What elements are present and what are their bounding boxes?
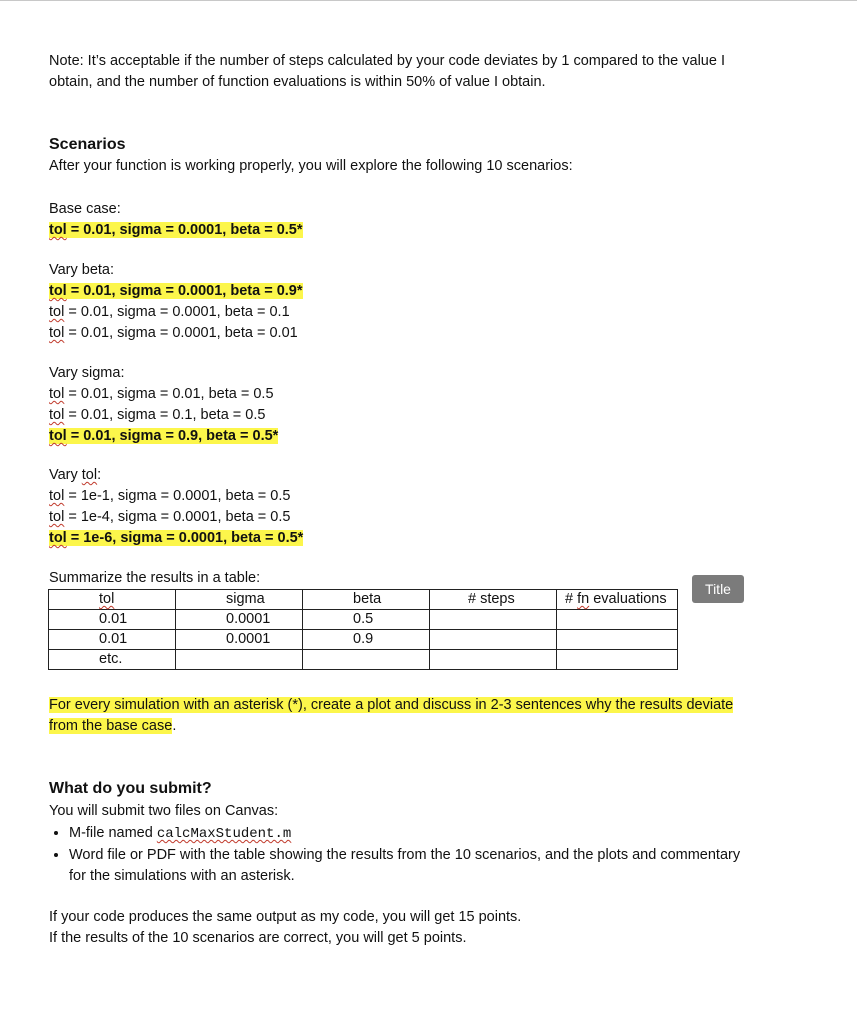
cell-fn-evaluations [557, 630, 678, 650]
vary-tol-label [49, 465, 817, 486]
tol-scenario-2 [49, 507, 817, 528]
cell-sigma [176, 650, 303, 670]
cell-beta [303, 650, 430, 670]
cell-tol: 0.01 [49, 630, 176, 650]
item1-prefix: M-file named [69, 825, 157, 841]
tol-word: tol [49, 428, 67, 444]
beta-scenario-1-values: = 0.01, sigma = 0.0001, beta = 0.9* [66, 283, 303, 299]
list-item [69, 823, 829, 845]
cell-sigma: 0.0001 [176, 610, 303, 630]
tol-word: tol [49, 304, 65, 320]
note-line-1: Note: It’s acceptable if the number of steps calculated by your code deviates by 1 compared to the value I [49, 53, 725, 69]
header-tol [49, 590, 176, 610]
cell-tol: etc. [49, 650, 176, 670]
table-row [49, 650, 678, 670]
asterisk-note [49, 695, 817, 737]
tol-word: tol [49, 530, 67, 546]
submit-section [49, 778, 817, 822]
vary-tol-prefix: Vary [49, 467, 82, 483]
tol-word: tol [49, 283, 67, 299]
header-tol-text: tol [99, 591, 115, 607]
sigma-scenario-1-values: = 0.01, sigma = 0.01, beta = 0.5 [64, 386, 274, 402]
header-beta: beta [303, 590, 430, 610]
list-item [69, 845, 829, 887]
cell-steps [430, 630, 557, 650]
vary-sigma-label: Vary sigma: [49, 365, 125, 381]
beta-scenario-2-values: = 0.01, sigma = 0.0001, beta = 0.1 [64, 304, 290, 320]
cell-beta: 0.5 [303, 610, 430, 630]
base-case-values: = 0.01, sigma = 0.0001, beta = 0.5* [66, 222, 303, 238]
submit-intro: You will submit two files on Canvas: [49, 803, 279, 819]
tol-word: tol [81, 467, 98, 483]
cell-steps [430, 650, 557, 670]
table-row [49, 630, 678, 650]
item1-filename: calcMaxStudent.m [156, 826, 292, 842]
table-header-row [49, 590, 678, 610]
table-row [49, 610, 678, 630]
header-fn-evaluations [557, 590, 678, 610]
header-steps: # steps [430, 590, 557, 610]
beta-scenario-2 [49, 302, 817, 323]
page-top-border [0, 0, 857, 1]
item2-line-1: Word file or PDF with the table showing the results from the 10 scenarios, and the plots and commentary [69, 847, 741, 863]
asterisk-note-line-1 [49, 695, 817, 716]
asterisk-note-text-2: from the base case [49, 718, 173, 734]
results-table [48, 589, 678, 670]
item2-line-2: for the simulations with an asterisk. [69, 868, 295, 884]
cell-fn-evaluations [557, 650, 678, 670]
tol-word: tol [49, 325, 65, 341]
base-case-label: Base case: [49, 201, 121, 217]
scenarios-intro: After your function is working properly, you will explore the following 10 scenarios: [49, 158, 573, 174]
beta-scenario-1 [49, 281, 817, 302]
header-fn-prefix: # [565, 591, 578, 607]
vary-beta-label: Vary beta: [49, 262, 115, 278]
note-paragraph [49, 51, 817, 93]
points-line-2: If the results of the 10 scenarios are correct, you will get 5 points. [49, 930, 467, 946]
tol-scenario-3 [49, 528, 817, 549]
sigma-scenario-2 [49, 405, 817, 426]
tol-scenario-1-values: = 1e-1, sigma = 0.0001, beta = 0.5 [64, 488, 291, 504]
sigma-scenario-3-values: = 0.01, sigma = 0.9, beta = 0.5* [66, 428, 279, 444]
cell-beta: 0.9 [303, 630, 430, 650]
cell-sigma: 0.0001 [176, 630, 303, 650]
points-line-1: If your code produces the same output as my code, you will get 15 points. [49, 909, 522, 925]
tol-word: tol [49, 488, 65, 504]
asterisk-note-text-1: For every simulation with an asterisk (*), create a plot and discuss in 2-3 sentences why the results deviate [49, 697, 734, 713]
vary-tol-group [49, 465, 817, 549]
beta-scenario-3 [49, 323, 817, 344]
scenarios-section [49, 134, 817, 177]
header-fn-suffix: evaluations [589, 591, 667, 607]
asterisk-note-period: . [172, 718, 177, 734]
table-caption: Summarize the results in a table: [49, 570, 261, 586]
vary-sigma-group [49, 363, 817, 447]
cell-fn-evaluations [557, 610, 678, 630]
vary-beta-group [49, 260, 817, 344]
scenarios-heading: Scenarios [49, 136, 126, 153]
header-fn-word: fn [577, 591, 590, 607]
sigma-scenario-2-values: = 0.01, sigma = 0.1, beta = 0.5 [64, 407, 266, 423]
tol-word: tol [49, 386, 65, 402]
asterisk-note-line-2 [49, 716, 817, 737]
sigma-scenario-1 [49, 384, 817, 405]
header-sigma: sigma [176, 590, 303, 610]
vary-tol-suffix: : [97, 467, 102, 483]
title-badge[interactable]: Title [692, 575, 744, 603]
tol-word: tol [49, 407, 65, 423]
cell-tol: 0.01 [49, 610, 176, 630]
base-case-scenario [49, 220, 817, 241]
submit-list [49, 823, 829, 887]
cell-steps [430, 610, 557, 630]
base-case-group [49, 199, 817, 241]
points-section [49, 907, 817, 949]
tol-scenario-3-values: = 1e-6, sigma = 0.0001, beta = 0.5* [66, 530, 304, 546]
sigma-scenario-3 [49, 426, 817, 447]
beta-scenario-3-values: = 0.01, sigma = 0.0001, beta = 0.01 [64, 325, 298, 341]
tol-scenario-1 [49, 486, 817, 507]
tol-word: tol [49, 222, 67, 238]
tol-word: tol [49, 509, 65, 525]
tol-scenario-2-values: = 1e-4, sigma = 0.0001, beta = 0.5 [64, 509, 291, 525]
note-line-2: obtain, and the number of function evaluations is within 50% of value I obtain. [49, 74, 546, 90]
submit-heading: What do you submit? [49, 780, 212, 797]
